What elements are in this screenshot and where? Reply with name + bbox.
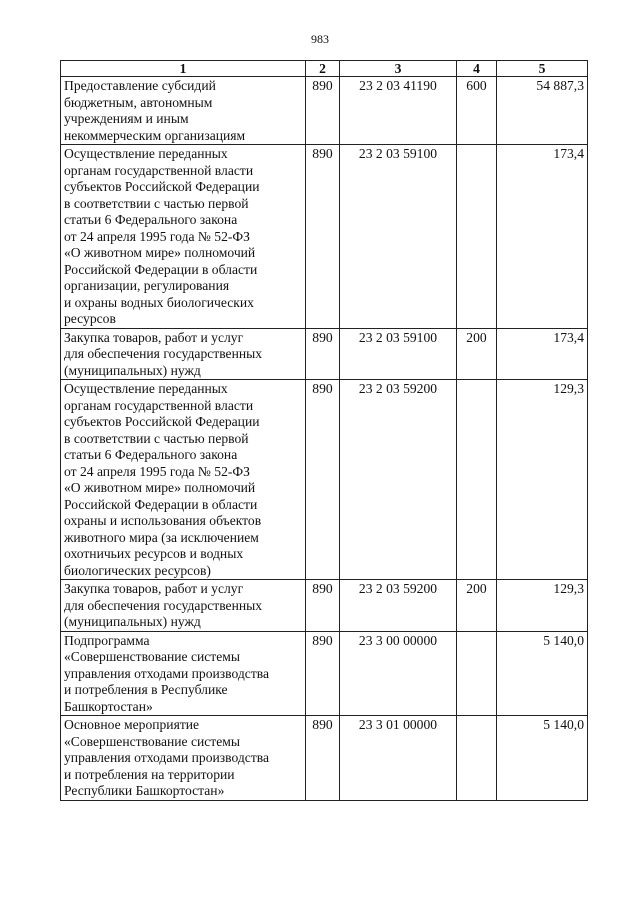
- row-csr-cell: 23 2 03 59100: [340, 145, 457, 329]
- row-vr-cell: [457, 716, 497, 801]
- row-name-line: ресурсов: [64, 311, 116, 326]
- row-name-line: «О животном мире» полномочий: [64, 480, 256, 495]
- row-name-line: в соответствии с частью первой: [64, 430, 249, 446]
- row-vr-cell: [457, 380, 497, 580]
- row-name-line: статьи 6 Федерального закона: [64, 212, 238, 227]
- row-name-line: Закупка товаров, работ и услуг: [64, 329, 244, 345]
- header-col-3: 3: [340, 61, 457, 77]
- row-code-cell: 890: [306, 328, 340, 380]
- row-name-cell: [61, 580, 306, 632]
- row-code-cell: 890: [306, 716, 340, 801]
- table-body: [61, 77, 588, 801]
- row-code-cell: 890: [306, 77, 340, 145]
- row-name-line: и охраны водных биологических: [64, 294, 254, 310]
- row-name-line: учреждениям и иным: [64, 111, 189, 126]
- row-name-line: и потребления на территории: [64, 766, 235, 782]
- page-number: 983: [311, 32, 329, 46]
- row-name-cell: [61, 380, 306, 580]
- row-name-line: «О животном мире» полномочий: [64, 245, 256, 260]
- row-name-line: Российской Федерации в области: [64, 261, 258, 277]
- row-csr-cell: 23 2 03 59200: [340, 580, 457, 632]
- row-vr-cell: [457, 631, 497, 716]
- row-name-line: органам государственной власти: [64, 162, 254, 178]
- row-name-line: Подпрограмма: [64, 632, 150, 648]
- table-row: [61, 380, 588, 580]
- row-name-line: «Совершенствование системы: [64, 733, 241, 749]
- row-name-line: животного мира (за исключением: [64, 529, 259, 545]
- budget-table: [60, 60, 588, 801]
- row-name-line: в соответствии с частью первой: [64, 195, 249, 211]
- table-row: [61, 77, 588, 145]
- row-name-line: Осуществление переданных: [64, 381, 228, 396]
- row-name-line: от 24 апреля 1995 года № 52-ФЗ: [64, 463, 250, 479]
- row-amount-cell: 5 140,0: [497, 716, 588, 801]
- row-amount-cell: 173,4: [497, 328, 588, 380]
- row-vr-cell: 600: [457, 77, 497, 145]
- row-name-line: биологических ресурсов): [64, 562, 211, 578]
- row-name-line: органам государственной власти: [64, 397, 254, 413]
- row-amount-cell: 54 887,3: [497, 77, 588, 145]
- row-name-line: субъектов Российской Федерации: [64, 179, 260, 194]
- row-csr-cell: 23 2 03 59100: [340, 328, 457, 380]
- row-name-cell: [61, 328, 306, 380]
- row-name-cell: [61, 77, 306, 145]
- row-name-cell: [61, 631, 306, 716]
- row-name-line: от 24 апреля 1995 года № 52-ФЗ: [64, 228, 250, 244]
- row-name-line: Основное мероприятие: [64, 717, 200, 732]
- row-amount-cell: 173,4: [497, 145, 588, 329]
- row-name-line: управления отходами производства: [64, 665, 270, 681]
- row-vr-cell: 200: [457, 328, 497, 380]
- row-amount-cell: 5 140,0: [497, 631, 588, 716]
- row-code-cell: 890: [306, 145, 340, 329]
- row-name-line: Закупка товаров, работ и услуг: [64, 581, 244, 596]
- row-csr-cell: 23 3 01 00000: [340, 716, 457, 801]
- row-csr-cell: 23 2 03 41190: [340, 77, 457, 145]
- row-vr-cell: 200: [457, 580, 497, 632]
- row-csr-cell: 23 2 03 59200: [340, 380, 457, 580]
- row-name-line: (муниципальных) нужд: [64, 362, 201, 378]
- header-row: [61, 61, 588, 77]
- row-name-line: Российской Федерации в области: [64, 496, 258, 512]
- row-name-line: управления отходами производства: [64, 750, 270, 765]
- row-name-line: и потребления в Республике: [64, 682, 228, 697]
- row-name-cell: [61, 716, 306, 801]
- row-amount-cell: 129,3: [497, 580, 588, 632]
- table-row: [61, 631, 588, 716]
- row-csr-cell: 23 3 00 00000: [340, 631, 457, 716]
- table-row: [61, 580, 588, 632]
- row-name-line: Предоставление субсидий: [64, 78, 216, 93]
- table-row: [61, 145, 588, 329]
- header-col-2: 2: [306, 61, 340, 77]
- header-col-1: 1: [61, 61, 306, 77]
- table-row: [61, 328, 588, 380]
- row-name-line: (муниципальных) нужд: [64, 614, 201, 629]
- row-name-line: Республики Башкортостан»: [64, 783, 225, 798]
- header-col-5: 5: [497, 61, 588, 77]
- row-name-line: «Совершенствование системы: [64, 649, 241, 664]
- header-col-4: 4: [457, 61, 497, 77]
- row-name-line: охотничьих ресурсов и водных: [64, 546, 244, 561]
- row-name-line: для обеспечения государственных: [64, 597, 263, 613]
- row-name-line: для обеспечения государственных: [64, 346, 263, 361]
- row-amount-cell: 129,3: [497, 380, 588, 580]
- row-name-line: охраны и использования объектов: [64, 513, 262, 528]
- row-vr-cell: [457, 145, 497, 329]
- row-code-cell: 890: [306, 631, 340, 716]
- row-name-line: статьи 6 Федерального закона: [64, 447, 238, 462]
- row-name-line: некоммерческим организациям: [64, 127, 246, 143]
- row-name-line: организации, регулирования: [64, 278, 230, 293]
- row-name-line: бюджетным, автономным: [64, 94, 213, 110]
- row-name-line: субъектов Российской Федерации: [64, 414, 260, 429]
- row-name-cell: [61, 145, 306, 329]
- row-code-cell: 890: [306, 380, 340, 580]
- table-row: [61, 716, 588, 801]
- row-name-line: Осуществление переданных: [64, 146, 228, 161]
- row-code-cell: 890: [306, 580, 340, 632]
- row-name-line: Башкортостан»: [64, 698, 153, 714]
